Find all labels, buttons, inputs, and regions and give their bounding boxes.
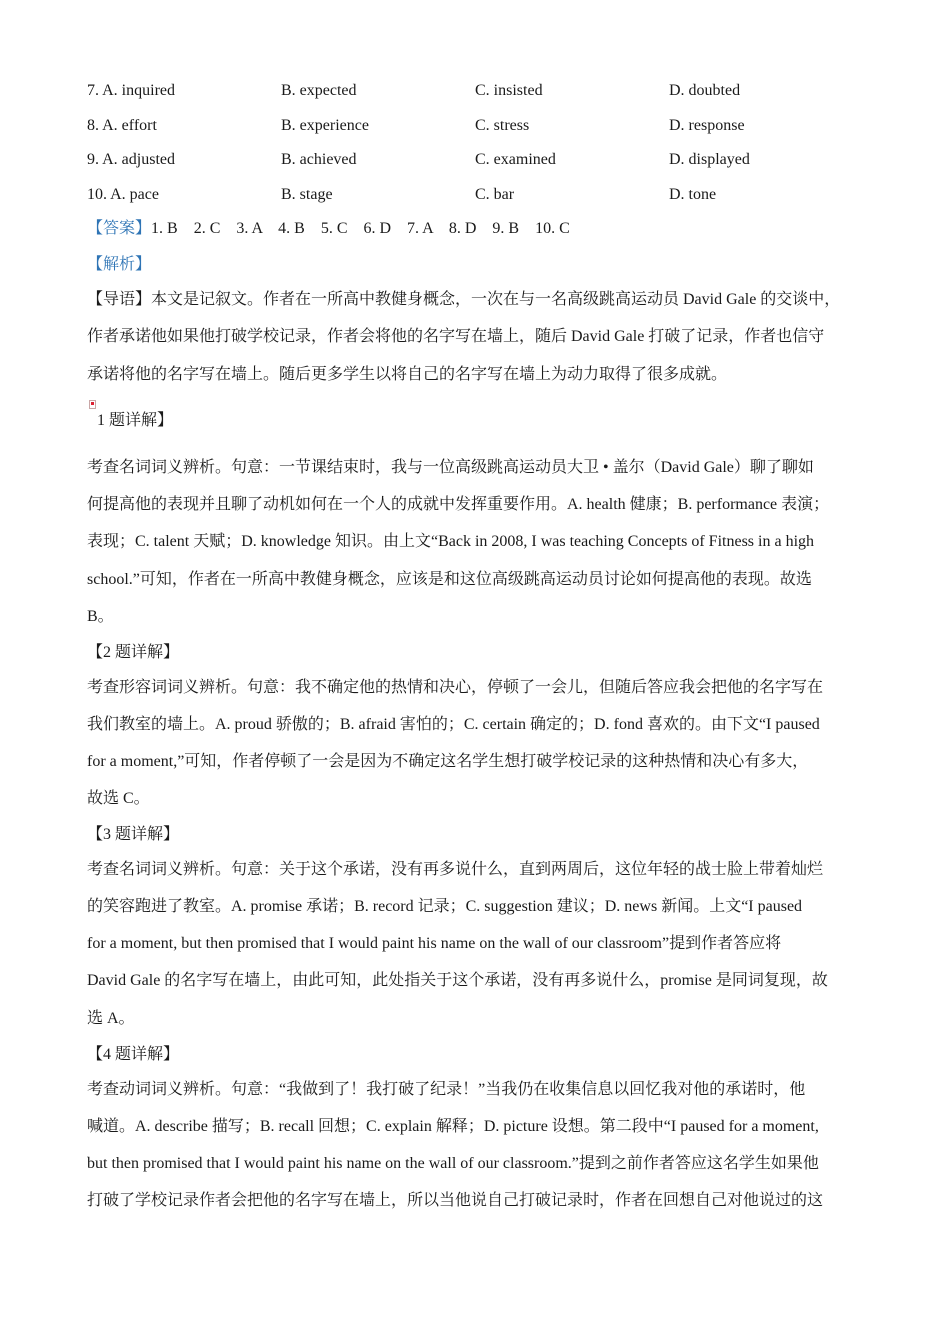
- q2-line: 故选 C。: [87, 790, 150, 807]
- option-c: C. stress: [475, 117, 530, 134]
- q4-line: but then promised that I would paint his name on the wall of our classroom.”提到之前作者答应这名学生如果他: [87, 1155, 819, 1172]
- q1-line: 何提高他的表现并且聊了动机如何在一个人的成就中发挥重要作用。A. health 健康；B. performance 表演；: [87, 496, 830, 513]
- q3-line: David Gale 的名字写在墙上，由此可知，此处指关于这个承诺，没有再多说什么，promise 是同词复现，故: [87, 972, 828, 989]
- option-d: D. tone: [669, 186, 717, 203]
- q3-line: 考查名词词义辨析。句意：关于这个承诺，没有再多说什么，直到两周后，这位年轻的战士脸上带着灿烂: [87, 861, 824, 878]
- q4-line: 打破了学校记录作者会把他的名字写在墙上，所以当他说自己打破记录时，作者在回想自己对他说过的这: [87, 1192, 824, 1209]
- answer-text: 1. B 2. C 3. A 4. B 5. C 6. D 7. A 8. D 9. B 10. C: [151, 220, 570, 237]
- intro-line: 【导语】本文是记叙文。作者在一所高中教健身概念，一次在与一名高级跳高运动员 David Gale 的交谈中，: [87, 291, 841, 308]
- answer-label: 【答案】: [87, 220, 152, 237]
- intro-line: 承诺将他的名字写在墙上。随后更多学生以将自己的名字写在墙上为动力取得了很多成就。: [87, 366, 728, 383]
- option-b: B. stage: [281, 186, 333, 203]
- option-c: C. examined: [475, 151, 556, 168]
- q4-line: 考查动词词义辨析。句意：“我做到了！我打破了纪录！”当我仍在收集信息以回忆我对他的承诺时，他: [87, 1081, 806, 1098]
- option-a: 9. A. adjusted: [87, 151, 175, 168]
- analysis-label: 【解析】: [87, 256, 152, 273]
- q3-line: 选 A。: [87, 1010, 135, 1027]
- option-d: D. doubted: [669, 82, 741, 99]
- q1-line: school.”可知，作者在一所高中教健身概念，应该是和这位高级跳高运动员讨论如何提高他的表现。故选: [87, 571, 812, 588]
- option-d: D. response: [669, 117, 745, 134]
- broken-image-icon: [89, 400, 96, 409]
- option-d: D. displayed: [669, 151, 750, 168]
- q3-line: for a moment, but then promised that I would paint his name on the wall of our classroom”提到作者答应将: [87, 935, 782, 952]
- option-b: B. experience: [281, 117, 369, 134]
- option-b: B. expected: [281, 82, 357, 99]
- q1-line: 表现；C. talent 天赋；D. knowledge 知识。由上文“Back in 2008, I was teaching Concepts of Fitness in a high: [87, 533, 815, 550]
- option-c: C. insisted: [475, 82, 543, 99]
- q1-heading: 1 题详解】: [97, 412, 174, 429]
- option-c: C. bar: [475, 186, 515, 203]
- intro-line: 作者承诺他如果他打破学校记录，作者会将他的名字写在墙上，随后 David Gale 打破了记录，作者也信守: [87, 328, 825, 345]
- option-a: 7. A. inquired: [87, 82, 175, 99]
- q2-line: for a moment,”可知，作者停顿了一会是因为不确定这名学生想打破学校记录的这种热情和决心有多大，: [87, 753, 809, 770]
- q1-line: 考查名词词义辨析。句意：一节课结束时，我与一位高级跳高运动员大卫 • 盖尔（David Gale）聊了聊如: [87, 459, 814, 476]
- q1-line: B。: [87, 608, 114, 625]
- option-b: B. achieved: [281, 151, 357, 168]
- q2-line: 考查形容词词义辨析。句意：我不确定他的热情和决心，停顿了一会儿，但随后答应我会把他的名字写在: [87, 679, 824, 696]
- option-a: 10. A. pace: [87, 186, 159, 203]
- option-a: 8. A. effort: [87, 117, 157, 134]
- q2-line: 我们教室的墙上。A. proud 骄傲的；B. afraid 害怕的；C. certain 确定的；D. fond 喜欢的。由下文“I paused: [87, 716, 820, 733]
- answer-line: [87, 217, 877, 241]
- q2-heading: 【2 题详解】: [87, 644, 180, 661]
- q4-heading: 【4 题详解】: [87, 1046, 180, 1063]
- q3-heading: 【3 题详解】: [87, 826, 180, 843]
- q3-line: 的笑容跑进了教室。A. promise 承诺；B. record 记录；C. suggestion 建议；D. news 新闻。上文“I paused: [87, 898, 803, 915]
- q4-line: 喊道。A. describe 描写；B. recall 回想；C. explain 解释；D. picture 设想。第二段中“I paused for a moment,: [87, 1118, 819, 1135]
